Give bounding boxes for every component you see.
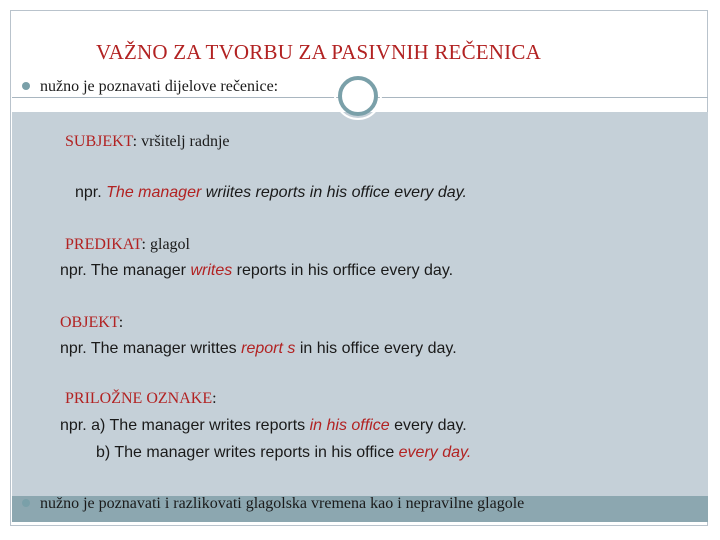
prilozne-example-b <box>96 444 471 462</box>
bullet-text: nužno je poznavati i razlikovati glagolska vremena kao i nepravilne glagole <box>40 495 525 512</box>
predikat-heading <box>65 236 190 254</box>
objekt-heading <box>60 314 123 332</box>
bullet-dot-icon <box>22 499 30 507</box>
prilozne-b-highlight: every day. <box>398 444 472 461</box>
objekt-label: OBJEKT <box>60 314 119 331</box>
prilozne-example-a <box>60 417 467 435</box>
prilozne-a-highlight: in his office <box>309 417 390 434</box>
circle-ornament-icon <box>338 76 378 116</box>
prilozne-heading <box>65 390 217 408</box>
predikat-ex-highlight: writes <box>190 262 233 279</box>
subjekt-heading <box>65 133 230 151</box>
prilozne-a-prefix: npr. a) The manager writes reports <box>60 417 310 434</box>
slide-title: VAŽNO ZA TVORBU ZA PASIVNIH REČENICA <box>96 40 541 64</box>
prilozne-b-prefix: b) The manager writes reports in his office <box>96 444 399 461</box>
objekt-ex-suffix: in his office every day. <box>295 340 457 357</box>
bullet-item-tenses <box>22 495 524 513</box>
objekt-ex-prefix: npr. The manager writtes <box>60 340 242 357</box>
bullet-dot-icon <box>22 82 30 90</box>
bullet-item-parts <box>22 78 278 96</box>
predikat-label: PREDIKAT <box>65 236 142 253</box>
prilozne-label: PRILOŽNE OZNAKE <box>65 390 213 407</box>
predikat-ex-prefix: npr. The manager <box>60 262 191 279</box>
subjekt-label: SUBJEKT <box>65 133 133 150</box>
objekt-example <box>60 340 457 358</box>
predikat-ex-suffix: reports in his orffice every day. <box>232 262 454 279</box>
bullet-text: nužno je poznavati dijelove rečenice: <box>40 78 279 95</box>
objekt-desc: : <box>118 314 124 331</box>
prilozne-a-suffix: every day. <box>389 417 467 434</box>
predikat-desc: : glagol <box>141 236 190 253</box>
objekt-ex-highlight: report s <box>241 340 296 357</box>
subjekt-ex-prefix: npr. <box>75 184 107 201</box>
subjekt-desc: : vršitelj radnje <box>132 133 230 150</box>
predikat-example <box>60 262 453 280</box>
subjekt-ex-suffix: wriites reports in his office every day. <box>201 184 467 201</box>
subjekt-ex-highlight: The manager <box>106 184 202 201</box>
prilozne-desc: : <box>212 390 217 407</box>
subjekt-example <box>75 184 467 202</box>
